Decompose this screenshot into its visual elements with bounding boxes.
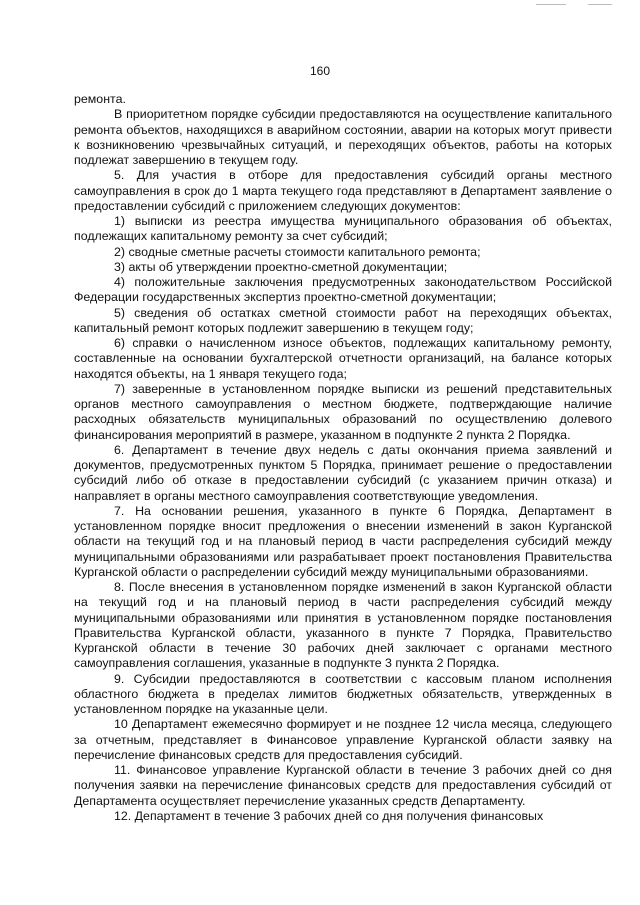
paragraph-10: 10 Департамент ежемесячно формирует и не позднее 12 числа месяца, следующего за отчетным, представляет в Финансовое управление Курганской области заявку на перечисление финансовых средств для предоставления субсидий. — [74, 717, 612, 762]
paragraph-6: 6. Департамент в течение двух недель с даты окончания приема заявлений и документов, предусмотренных пунктом 5 Порядка, принимает решение о предоставлении субсидий либо об отказе в предоставлении субсидий (с указанием причин отказа) и направляет в органы местного самоуправления соответствующие уведомления. — [74, 442, 612, 503]
list-item-5-6: 6) справки о начисленном износе объектов, подлежащих капитальному ремонту, составленные на основании бухгалтерской отчетности организаций, на балансе которых находятся объекты, на 1 января текущего года; — [74, 336, 612, 381]
document-body — [74, 92, 612, 824]
paragraph-8: 8. После внесения в установленном порядке изменений в закон Курганской области на текущий год и на плановый период в части распределения субсидий между муниципальными образованиями или принятия в установленном порядке постановления Правительства Курганской области, указанного в пункте 7 Порядка, Правительство Курганской области в течение 30 рабочих дней заключает с органами местного самоуправления соглашения, указанные в подпункте 3 пункта 2 Порядка. — [74, 580, 612, 671]
list-item-5-2: 2) сводные сметные расчеты стоимости капитального ремонта; — [114, 244, 481, 259]
paragraph-continuation: ремонта. — [74, 92, 126, 106]
paragraph-12: 12. Департамент в течение 3 рабочих дней со дня получения финансовых — [114, 808, 544, 823]
list-item-5-3: 3) акты об утверждении проектно-сметной документации; — [114, 259, 448, 274]
list-item-5-5: 5) сведения об остатках сметной стоимости работ на переходящих объектах, капитальный ремонт которых подлежит завершению в текущем году; — [74, 305, 612, 335]
paragraph-7: 7. На основании решения, указанного в пункте 6 Порядка, Департамент в установленном порядке вносит предложения о внесении изменений в закон Курганской области на текущий год и на плановый период в части распределения субсидий между муниципальными образованиями или разрабатывает проект постановления Правительства Курганской области о распределении субсидий между муниципальными образованиями. — [74, 503, 612, 579]
scan-corner-mark — [536, 4, 612, 8]
paragraph-5: 5. Для участия в отборе для предоставления субсидий органы местного самоуправления в срок до 1 марта текущего года представляют в Департамент заявление о предоставлении субсидий с приложением следующих документов: — [74, 168, 612, 213]
page-number: 160 — [309, 64, 331, 78]
list-item-5-1: 1) выписки из реестра имущества муниципального образования об объектах, подлежащих капитальному ремонту за счет субсидий; — [74, 214, 612, 244]
list-item-5-7: 7) заверенные в установленном порядке выписки из решений представительных органов местного самоуправления о местном бюджете, подтверждающие наличие расходных обязательств муниципальных образований по осуществлению долевого финансирования мероприятий в размере, указанном в подпункте 2 пункта 2 Порядка. — [74, 381, 612, 442]
list-item-5-4: 4) положительные заключения предусмотренных законодательством Российской Федерации государственных экспертиз проектно-сметной документации; — [74, 275, 612, 305]
paragraph-priority: В приоритетном порядке субсидии предоставляются на осуществление капитального ремонта объектов, находящихся в аварийном состоянии, аварии на которых могут привести к возникновению чрезвычайных ситуаций, и переходящих объектов, работы на которых подлежат завершению в текущем году. — [74, 107, 612, 167]
paragraph-11: 11. Финансовое управление Курганской области в течение 3 рабочих дней со дня получения заявки на перечисление финансовых средств для предоставления субсидий от Департамента осуществляет перечисление указанных средств Департаменту. — [74, 763, 612, 808]
paragraph-9: 9. Субсидии предоставляются в соответствии с кассовым планом исполнения областного бюджета в пределах лимитов бюджетных обязательств, утвержденных в установленном порядке на указанные цели. — [74, 671, 612, 716]
